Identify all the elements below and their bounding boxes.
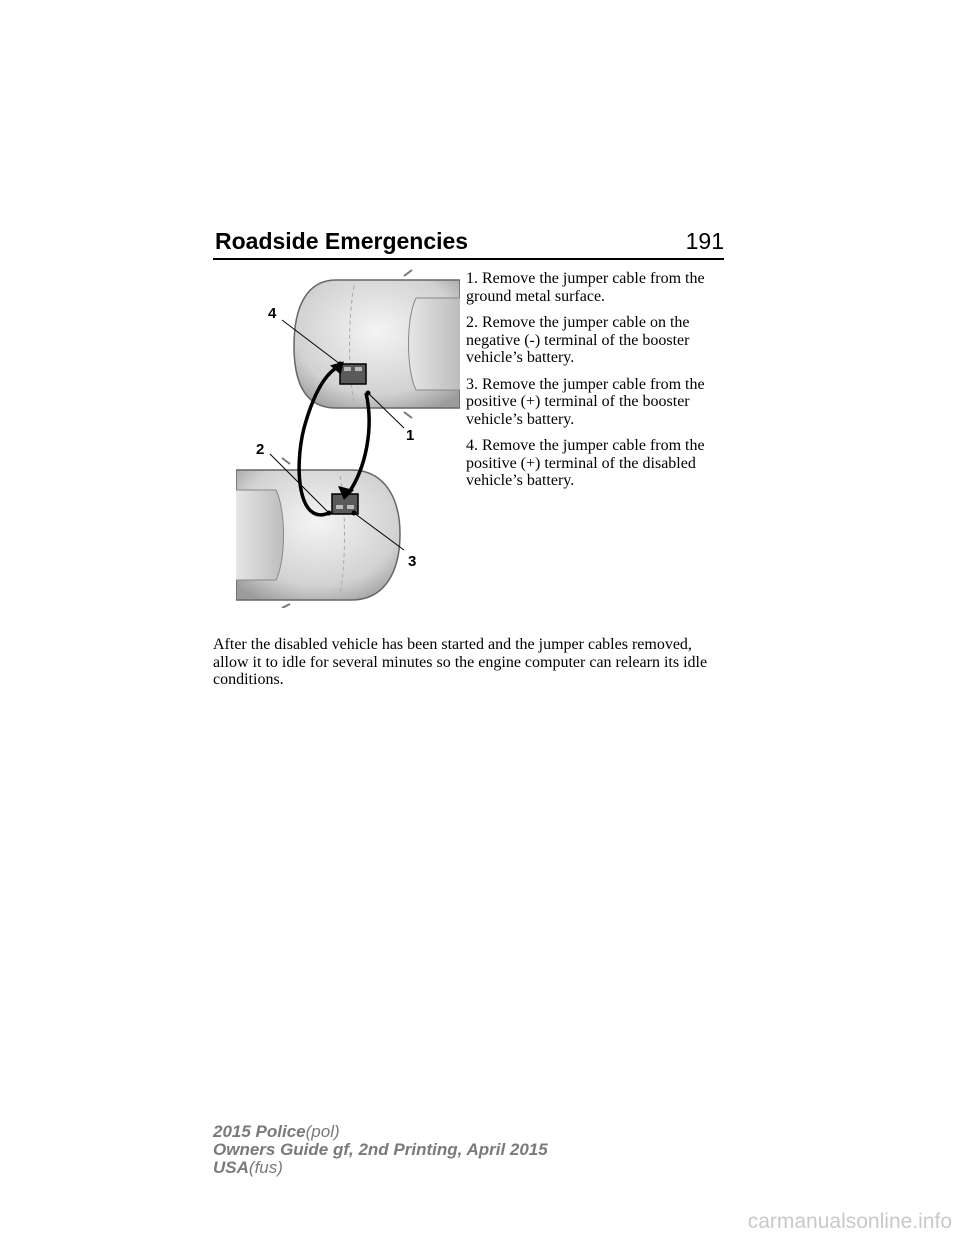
footer-line-2 bbox=[213, 1141, 548, 1159]
removal-steps bbox=[466, 270, 726, 499]
watermark-text: carmanualsonline.info bbox=[747, 1210, 952, 1233]
vehicles-illustration bbox=[236, 268, 460, 608]
booster-vehicle bbox=[294, 270, 460, 418]
callout-4: 4 bbox=[268, 305, 277, 322]
footer-line-3 bbox=[213, 1159, 548, 1177]
jumper-cable-removal-figure bbox=[236, 268, 460, 608]
footer-model-code: (pol) bbox=[305, 1122, 340, 1141]
callout-1: 1 bbox=[406, 427, 415, 444]
section-title: Roadside Emergencies bbox=[215, 228, 469, 254]
booster-battery-icon bbox=[340, 364, 366, 384]
step-2: 2. Remove the jumper cable on the negative (-) terminal of the booster vehicle’s battery. bbox=[466, 314, 690, 366]
header-rule bbox=[213, 258, 724, 260]
footer-guide: Owners Guide gf, 2nd Printing, April 2015 bbox=[213, 1140, 548, 1159]
callout-2: 2 bbox=[256, 441, 265, 458]
step-3: 3. Remove the jumper cable from the positive (+) terminal of the booster vehicle’s battery. bbox=[466, 375, 705, 428]
callout-3: 3 bbox=[408, 553, 417, 570]
after-start-paragraph: After the disabled vehicle has been started and the jumper cables removed, allow it to idle for several minutes so the engine computer can relearn its idle conditions. bbox=[213, 636, 708, 688]
step-4: 4. Remove the jumper cable from the positive (+) terminal of the disabled vehicle’s battery. bbox=[466, 437, 705, 489]
page-header bbox=[213, 226, 724, 262]
footer-line-1 bbox=[213, 1123, 548, 1141]
disabled-vehicle bbox=[236, 458, 400, 608]
page-number: 191 bbox=[685, 228, 724, 254]
document-footer bbox=[213, 1123, 548, 1177]
footer-model: 2015 Police bbox=[213, 1122, 306, 1141]
footer-market-code: (fus) bbox=[248, 1158, 283, 1177]
step-1: 1. Remove the jumper cable from the ground metal surface. bbox=[466, 270, 705, 305]
footer-market: USA bbox=[213, 1158, 249, 1177]
